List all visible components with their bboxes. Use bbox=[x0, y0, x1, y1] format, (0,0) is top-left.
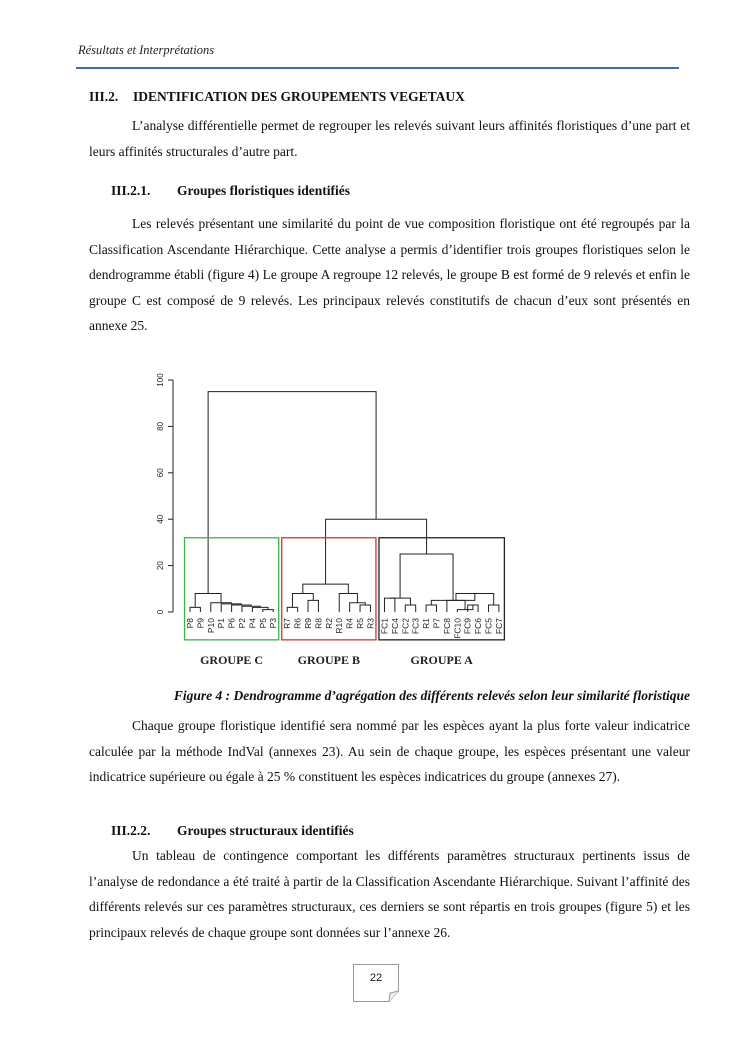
dendrogram-link bbox=[308, 600, 318, 612]
leaf-label: R6 bbox=[292, 618, 303, 629]
dendrogram-link bbox=[195, 593, 221, 607]
leaf-label: R10 bbox=[334, 618, 345, 634]
group-label: GROUPE C bbox=[200, 653, 264, 667]
leaf-label: R9 bbox=[303, 618, 314, 629]
leaf-label: FC10 bbox=[452, 618, 463, 639]
dendrogram-link bbox=[360, 605, 370, 612]
group-label: GROUPE A bbox=[410, 653, 473, 667]
subsection-heading-1 bbox=[111, 183, 350, 199]
indval-paragraph bbox=[89, 713, 690, 790]
page-number: 22 bbox=[369, 972, 383, 984]
leaf-label: P10 bbox=[205, 618, 216, 634]
dendrogram-link bbox=[263, 610, 273, 612]
dendrogram-link bbox=[405, 605, 415, 612]
figure-caption: Figure 4 : Dendrogramme d’agrégation des différents relevés selon leur similarité floristique bbox=[173, 688, 690, 703]
leaf-label: FC8 bbox=[441, 618, 452, 635]
leaf-label: R3 bbox=[365, 618, 376, 629]
subsection-heading-2 bbox=[111, 823, 354, 839]
section-title: IDENTIFICATION DES GROUPEMENTS VEGETAUX bbox=[133, 89, 465, 104]
leaf-label: FC4 bbox=[389, 618, 400, 635]
structural-text: Un tableau de contingence comportant les différents paramètres structuraux pertinents issus de l’analyse de redondance a été traité à partir de la Classification Ascendante Hiérarchique. Suivant l’affinité des différents relevés sur ces paramètres structuraux, ces derniers se sont répartis en trois groupes (figure 5) et les principaux relevés de chaque groupe sont données sur l’annexe 26. bbox=[89, 848, 690, 940]
leaf-label: R7 bbox=[282, 618, 293, 629]
leaf-label: P9 bbox=[195, 618, 206, 629]
dendrogram-link bbox=[400, 554, 453, 600]
leaf-label: P8 bbox=[185, 618, 195, 629]
leaf-label: P1 bbox=[216, 618, 227, 629]
dendrogram-figure bbox=[140, 366, 540, 676]
leaf-label: P7 bbox=[431, 618, 442, 629]
intro-text: L’analyse différentielle permet de regrouper les relevés suivant leurs affinités floristiques d’une part et leurs affinités structurales d’autre part. bbox=[89, 118, 690, 159]
y-tick-label: 0 bbox=[156, 609, 165, 615]
leaf-label: FC7 bbox=[493, 618, 504, 635]
leaf-label: FC5 bbox=[483, 618, 494, 635]
leaf-label: R2 bbox=[323, 618, 334, 629]
leaf-label: P4 bbox=[247, 618, 258, 629]
header-rule bbox=[76, 67, 679, 69]
section-heading bbox=[89, 89, 465, 105]
y-tick-label: 20 bbox=[156, 561, 165, 571]
leaf-label: R4 bbox=[344, 618, 355, 629]
group-label: GROUPE B bbox=[297, 653, 361, 667]
y-tick-label: 60 bbox=[156, 468, 165, 478]
leaf-label: P2 bbox=[237, 618, 247, 629]
leaf-label: FC1 bbox=[379, 618, 390, 635]
subsection-title-1: Groupes floristiques identifiés bbox=[177, 183, 351, 198]
intro-paragraph bbox=[89, 113, 690, 164]
floristic-text: Les relevés présentant une similarité du point de vue composition floristique ont été regroupés par la Classification Ascendante Hiérarchique. Cette analyse a permis d’identifier trois groupes floristiques selon le dendrogramme établi (figure 4) Le groupe A regroupe 12 relevés, le groupe B est formé de 9 relevés et enfin le groupe C est composé de 9 relevés. Les principaux relevés constitutifs de chacun d’eux sont présentés en annexe 25. bbox=[89, 216, 690, 334]
dendrogram-link bbox=[488, 605, 498, 612]
leaf-label: R5 bbox=[355, 618, 366, 629]
subsection-number-1: III.2.1. bbox=[111, 183, 151, 198]
leaf-label: FC6 bbox=[473, 618, 484, 635]
leaf-label: FC9 bbox=[462, 618, 473, 635]
dendrogram-link bbox=[350, 603, 366, 612]
leaf-label: P3 bbox=[268, 618, 279, 629]
dendrogram-link-root bbox=[208, 392, 376, 594]
running-header: Résultats et Interprétations bbox=[78, 43, 215, 57]
dendrogram-link bbox=[390, 598, 411, 605]
leaf-label: R8 bbox=[313, 618, 324, 629]
section-number: III.2. bbox=[89, 89, 119, 104]
subsection-number-2: III.2.2. bbox=[111, 823, 151, 838]
dendrogram-link bbox=[447, 600, 465, 612]
dendrogram-link bbox=[190, 607, 200, 612]
subsection-title-2: Groupes structuraux identifiés bbox=[177, 823, 354, 838]
y-tick-label: 100 bbox=[156, 373, 165, 387]
leaf-label: P5 bbox=[257, 618, 268, 629]
structural-paragraph bbox=[89, 843, 690, 945]
floristic-paragraph bbox=[89, 211, 690, 339]
y-tick-label: 40 bbox=[156, 514, 165, 524]
y-tick-label: 80 bbox=[156, 421, 165, 431]
dendrogram-link bbox=[303, 584, 349, 593]
dendrogram-link bbox=[384, 598, 394, 612]
leaf-label: P6 bbox=[226, 618, 237, 629]
dendrogram-link bbox=[287, 607, 297, 612]
indval-text: Chaque groupe floristique identifié sera nommé par les espèces ayant la plus forte valeur indicatrice calculée par la méthode IndVal (annexes 23). Au sein de chaque groupe, les espèces présentant une valeur indicatrice supérieure ou égale à 25 % constituent les espèces indicatrices du groupe (annexes 27). bbox=[89, 718, 690, 785]
leaf-label: FC2 bbox=[400, 618, 411, 635]
leaf-label: R1 bbox=[421, 618, 432, 629]
dendrogram-link bbox=[426, 605, 436, 612]
leaf-label: FC3 bbox=[410, 618, 421, 635]
